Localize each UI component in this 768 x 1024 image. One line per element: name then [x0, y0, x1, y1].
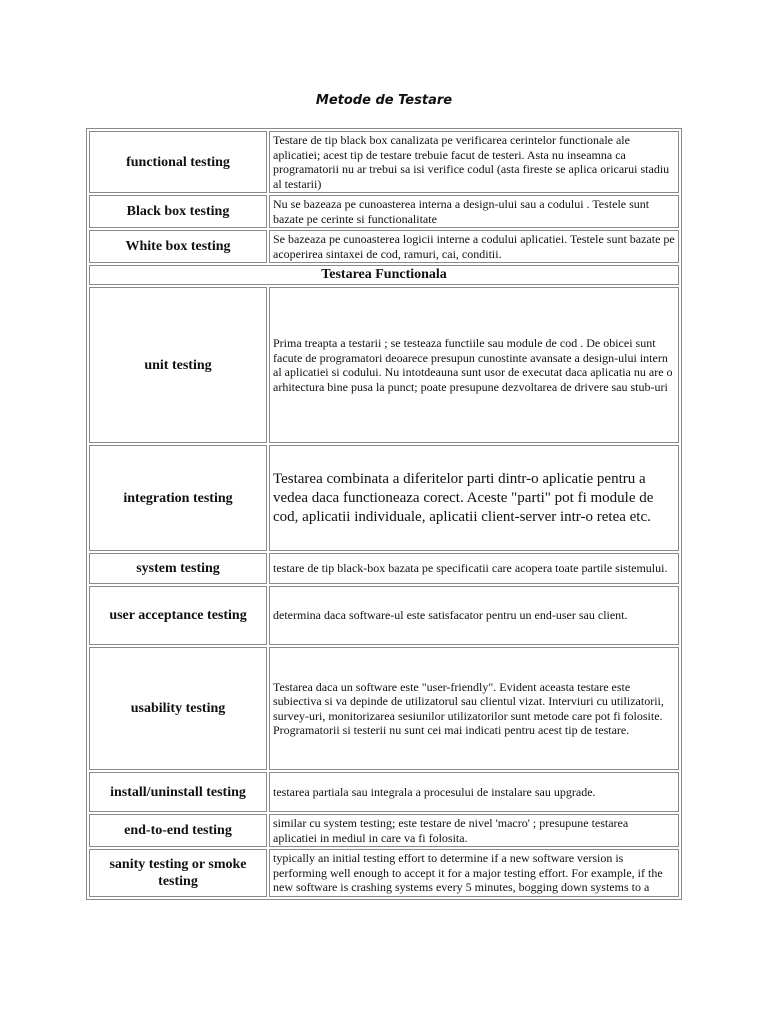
table-row — [89, 553, 679, 584]
term-cell: functional testing — [89, 131, 267, 193]
description-cell: typically an initial testing effort to determine if a new software version is performing well enough to accept it for a major testing effort. For example, if the new software is crashing systems every 5 minutes, bogging down systems to a — [269, 849, 679, 897]
description-cell: similar cu system testing; este testare de nivel 'macro' ; presupune testarea aplicatiei in mediul in care va fi folosita. — [269, 814, 679, 847]
description-cell: testare de tip black-box bazata pe specificatii care acopera toate partile sistemului. — [269, 553, 679, 584]
section-header: Testarea Functionala — [89, 265, 679, 285]
term-cell: end-to-end testing — [89, 814, 267, 847]
term-cell: user acceptance testing — [89, 586, 267, 645]
table-row — [89, 230, 679, 263]
table-row — [89, 131, 679, 193]
description-cell: testarea partiala sau integrala a procesului de instalare sau upgrade. — [269, 772, 679, 812]
page-title: Metode de Testare — [315, 93, 453, 108]
term-cell: install/uninstall testing — [89, 772, 267, 812]
table-row — [89, 647, 679, 770]
table-row — [89, 287, 679, 443]
term-cell: usability testing — [89, 647, 267, 770]
table-row — [89, 586, 679, 645]
term-cell: system testing — [89, 553, 267, 584]
term-cell: White box testing — [89, 230, 267, 263]
table-row — [89, 265, 679, 285]
table-row — [89, 772, 679, 812]
term-cell: integration testing — [89, 445, 267, 551]
description-cell: Nu se bazeaza pe cunoasterea interna a design-ului sau a codului . Testele sunt bazate pe cerinte si functionalitate — [269, 195, 679, 228]
term-cell: Black box testing — [89, 195, 267, 228]
description-cell: Se bazeaza pe cunoasterea logicii interne a codului aplicatiei. Testele sunt bazate pe acoperirea sintaxei de cod, ramuri, cai, conditii. — [269, 230, 679, 263]
testing-methods-table — [86, 128, 682, 900]
table-row — [89, 445, 679, 551]
description-cell: Testare de tip black box canalizata pe verificarea cerintelor functionale ale aplicatiei; acest tip de testare trebuie facut de testeri. Asta nu inseamna ca programatorii nu ar trebui sa isi verifice codul (asta fireste se aplica oricarui stadiu al testarii) — [269, 131, 679, 193]
term-cell: sanity testing or smoke testing — [89, 849, 267, 897]
table-row — [89, 195, 679, 228]
table-row — [89, 814, 679, 847]
description-cell: Prima treapta a testarii ; se testeaza functiile sau module de cod . De obicei sunt facute de programatori deoarece presupun cunostinte avansate a design-ului intern al aplicatiei si codului. Nu intotdeauna sunt usor de executat daca aplicatia nu are o arhitectura bine pusa la punct; poate presupune dezvoltarea de drivere sau stub-uri — [269, 287, 679, 443]
term-cell: unit testing — [89, 287, 267, 443]
table-row — [89, 849, 679, 897]
description-cell: Testarea combinata a diferitelor parti dintr-o aplicatie pentru a vedea daca functioneaza corect. Aceste "parti" pot fi module de cod, aplicatii individuale, aplicatii client-server intr-o retea etc. — [269, 445, 679, 551]
description-cell: Testarea daca un software este "user-friendly". Evident aceasta testare este subiectiva si va depinde de utilizatorul sau clientul vizat. Interviuri cu utilizatorii, survey-uri, monitorizarea sesiunilor utilizatorilor sunt metode care pot fi folosite. Programatorii si testerii nu sunt cei mai indicati pentru acest tip de testare. — [269, 647, 679, 770]
description-cell: determina daca software-ul este satisfacator pentru un end-user sau client. — [269, 586, 679, 645]
